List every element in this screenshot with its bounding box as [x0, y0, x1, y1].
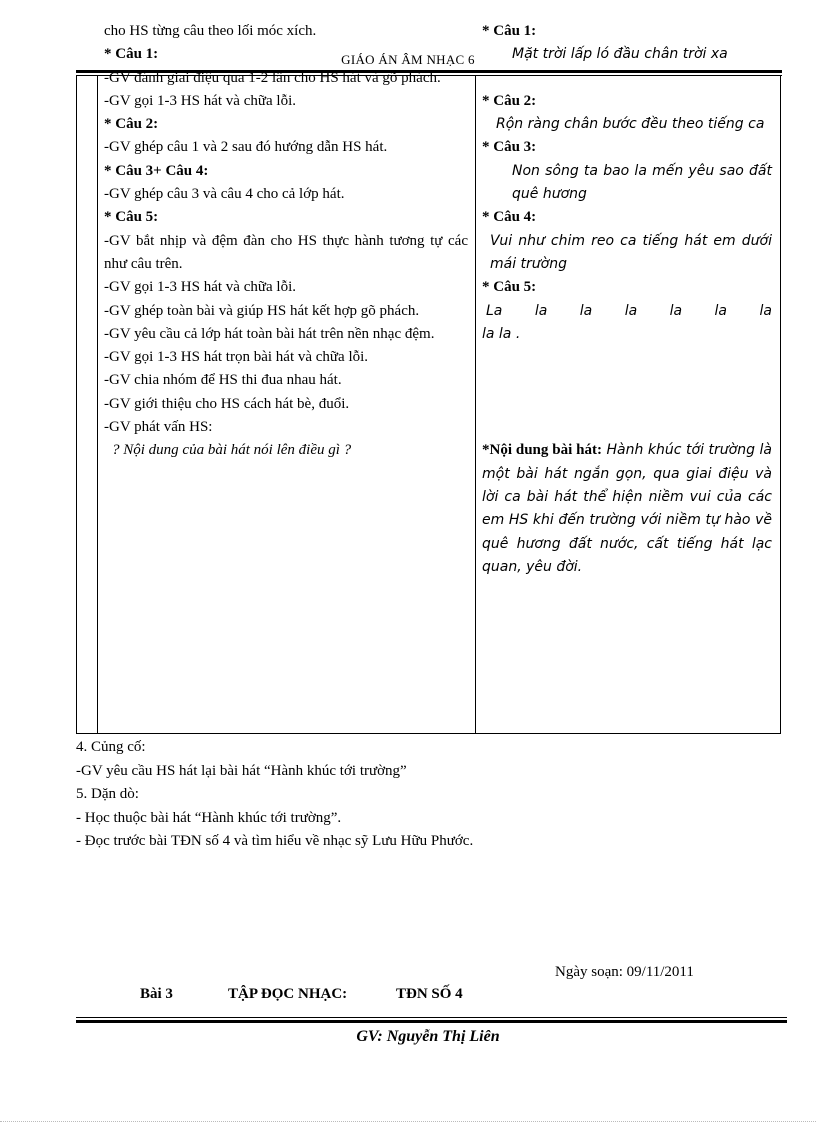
preparation-date: Ngày soạn: 09/11/2011	[555, 964, 694, 980]
activity-heading: * Câu 2:	[104, 116, 159, 133]
activity-line: -GV yêu cầu cả lớp hát toàn bài hát trên nền nhạc đệm.	[104, 325, 435, 342]
footer-teacher: GV: Nguyễn Thị Liên	[356, 1028, 500, 1045]
la-syllable: la	[714, 302, 727, 319]
teacher-activities-column	[104, 20, 468, 463]
song-content	[482, 439, 772, 579]
footer-double-rule	[76, 1017, 787, 1023]
activity-line: -GV chia nhóm để HS thi đua nhau hát.	[104, 372, 342, 389]
song-content-label: *Nội dung bài hát:	[482, 442, 602, 459]
spacer	[482, 346, 772, 369]
cau1-lyric: Mặt trời lấp ló đầu chân trời xa	[512, 46, 728, 63]
consolidation-heading: 4. Củng cố:	[76, 739, 146, 755]
post-section	[76, 736, 776, 854]
activity-line: cho HS từng câu theo lối móc xích.	[104, 23, 317, 39]
cau1-label: * Câu 1:	[482, 23, 537, 39]
song-content-text: Hành khúc tới trường là một bài hát ngắn gọn, qua giai điệu và lời ca bài hát thể hiện niềm vui của các em HS khi đến trường với niềm tự hào về quê hương đất nước, cất tiếng hát lạc quan, yêu đời.	[482, 442, 773, 575]
activity-line: -GV đánh giai điệu qua 1-2 lần cho HS hát và gõ phách.	[104, 69, 441, 86]
lesson-number: Bài 3	[140, 986, 173, 1002]
lesson-title	[140, 986, 463, 1003]
lesson-name: TĐN SỐ 4	[396, 986, 463, 1002]
consolidation-line: -GV yêu cầu HS hát lại bài hát “Hành khúc tới trường”	[76, 762, 407, 779]
cau5-end: la la .	[482, 325, 521, 342]
activity-line: -GV bắt nhịp và đệm đàn cho HS thực hành tương tự các như câu trên.	[104, 232, 468, 272]
activity-line: -GV gọi 1-3 HS hát trọn bài hát và chữa lỗi.	[104, 349, 369, 366]
la-syllable: la	[534, 302, 548, 319]
cau3-lyric: Non sông ta bao la mến yêu sao đất quê hương	[512, 162, 772, 203]
activity-line: -GV ghép toàn bài và giúp HS hát kết hợp gõ phách.	[104, 302, 420, 319]
la-syllable: la	[669, 302, 683, 319]
homework-line: - Đọc trước bài TĐN số 4 và tìm hiểu về nhạc sỹ Lưu Hữu Phước.	[76, 833, 474, 849]
homework-heading: 5. Dặn dò:	[76, 786, 139, 802]
la-syllable: La	[486, 302, 503, 319]
la-syllable: la	[579, 302, 593, 319]
cau2-lyric: Rộn ràng chân bước đều theo tiếng ca	[496, 116, 765, 133]
activity-line: -GV gọi 1-3 HS hát và chữa lỗi.	[104, 279, 296, 296]
spacer	[482, 416, 772, 439]
table-column-divider	[475, 76, 476, 733]
la-syllable: la	[759, 302, 772, 319]
song-lyrics-column	[482, 20, 772, 579]
cau4-lyric: Vui như chim reo ca tiếng hát em dưới mái trường	[490, 232, 772, 272]
page-bottom-dots	[0, 1121, 816, 1122]
activity-line: -GV ghép câu 3 và câu 4 cho cả lớp hát.	[104, 186, 345, 203]
cau3-label: * Câu 3:	[482, 139, 537, 156]
cau5-label: * Câu 5:	[482, 279, 537, 296]
activity-line: -GV giới thiệu cho HS cách hát bè, đuổi.	[104, 395, 350, 412]
lesson-type: TẬP ĐỌC NHẠC:	[228, 986, 348, 1002]
spacer	[482, 369, 772, 392]
activity-line: -GV ghép câu 1 và 2 sau đó hướng dẫn HS hát.	[104, 139, 388, 156]
activity-line: -GV gọi 1-3 HS hát và chữa lỗi.	[104, 92, 296, 109]
page-header-title: GIÁO ÁN ÂM NHẠC 6	[341, 52, 475, 67]
activity-heading: * Câu 5:	[104, 209, 159, 226]
cau4-label: * Câu 4:	[482, 209, 537, 226]
table-margin-divider	[97, 76, 98, 733]
activity-line: -GV phát vấn HS:	[104, 419, 213, 436]
activity-heading: * Câu 1:	[104, 46, 159, 63]
homework-line: - Học thuộc bài hát “Hành khúc tới trường”.	[76, 809, 342, 826]
spacer	[482, 67, 772, 90]
cau2-label: * Câu 2:	[482, 92, 537, 109]
cau5-la-row	[482, 300, 772, 323]
la-syllable: la	[624, 302, 638, 319]
activity-question: ? Nội dung của bài hát nói lên điều gì ?	[112, 442, 352, 459]
activity-heading: * Câu 3+ Câu 4:	[104, 162, 209, 179]
spacer	[482, 393, 772, 416]
